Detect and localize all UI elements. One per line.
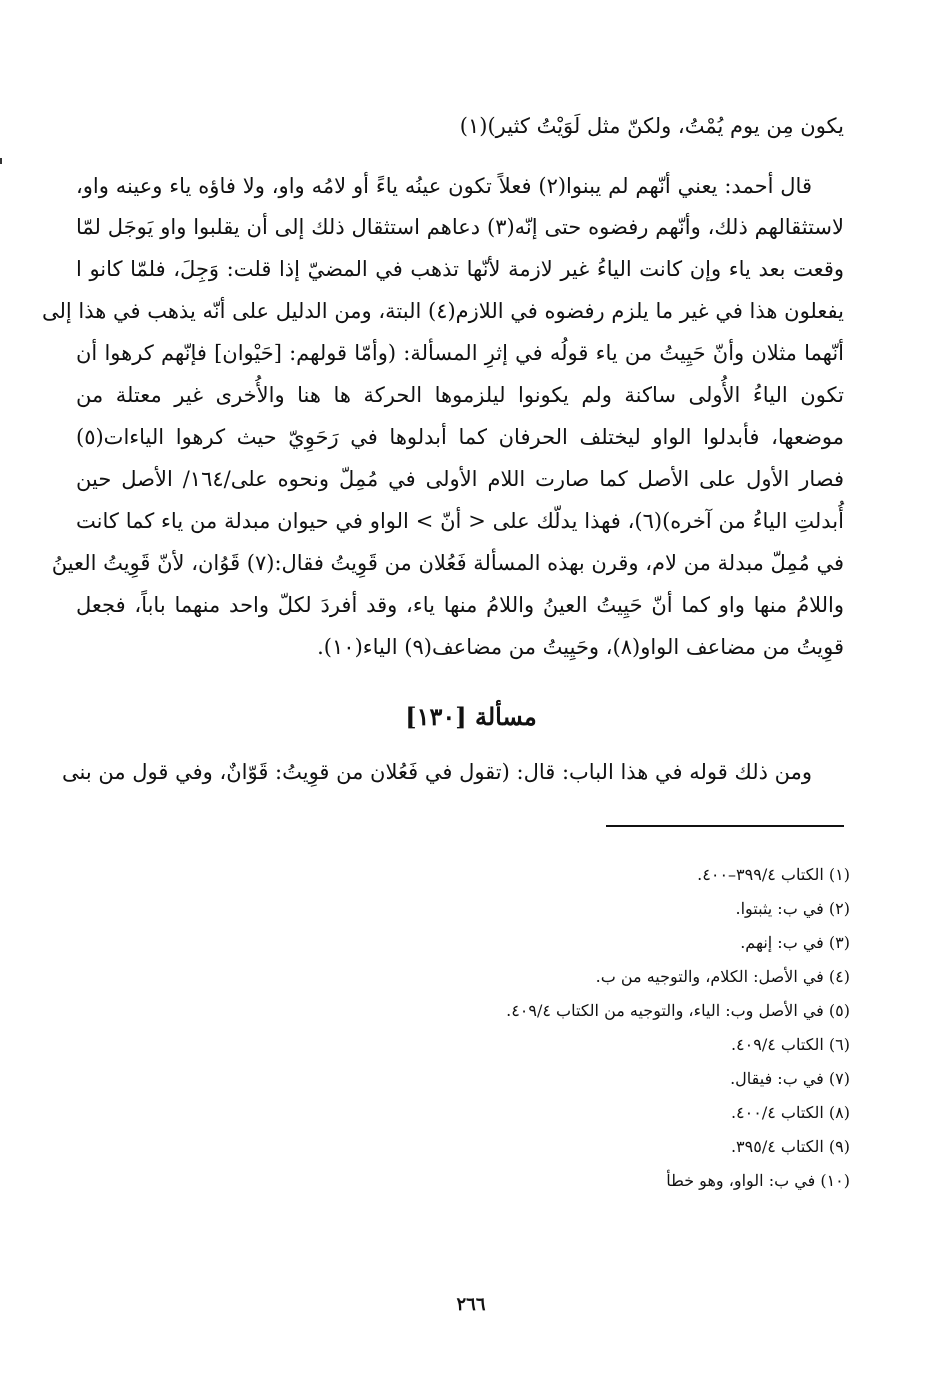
footnote: (٤) في الأصل: الكلام، والتوجيه من ب. — [595, 967, 850, 986]
body-line: ومن ذلك قوله في هذا الباب: قال: (تقول في فَعُلان من قوِيتُ: قَوّانٌ، وفي قول من بنى — [62, 760, 812, 784]
footnote: (٩) الكتاب ٣٩٥/٤. — [730, 1137, 850, 1156]
body-line: يكون مِن يوم يُمْتُ، ولكنّ مثل لَوَيْتُ كثير)(١) — [459, 114, 844, 138]
body-line: موضعها، فأبدلوا الواو ليختلف الحرفان كما أبدلوها في رَحَوِيّ حيث كرهوا الياءات(٥) — [76, 425, 844, 449]
footnote: (٣) في ب: إنهم. — [740, 933, 850, 952]
margin-mark — [0, 158, 2, 164]
body-line: لاستثقالهم ذلك، وأنّهم رفضوه حتى إنّه(٣) دعاهم استثقال ذلك إلى أن يقلبوا واو يَوجَل لمّا — [76, 215, 844, 239]
body-line: يفعلون هذا في غير ما يلزم رفضوه في اللازم(٤) البتة، ومن الدليل على أنّه يذهب في هذا إلى — [42, 299, 844, 323]
body-line: فصار الأول على الأصل كما صارت اللام الأولى في مُمِلّ ونحوه على/١٦٤/ الأصل حين — [76, 467, 845, 491]
footnote-separator — [606, 825, 844, 827]
body-line: وقعت بعد ياء وإن كانت الياءُ غير لازمة لأنّها تذهب في المضيّ إذا قلت: وَجِلَ، فلمّا كانو ا — [76, 257, 844, 281]
footnote: (٢) في ب: يثبتوا. — [735, 899, 850, 918]
footnote: (٦) الكتاب ٤٠٩/٤. — [730, 1035, 850, 1054]
body-line: قوِيتُ من مضاعف الواو(٨)، وحَيِيتُ من مضاعف(٩) الياء(١٠). — [317, 635, 844, 659]
body-line: أنّهما مثلان وأنّ حَيِيتُ من ياء قولُه في إثرِ المسألة: (وأمّا قولهم: [حَيْوان] فإنّهم كرهوا أن — [76, 341, 844, 365]
body-line: واللامُ منها واو كما أنّ حَيِيتُ العينُ واللامُ منها ياء، وقد أفردَ لكلّ واحد منهما باباً، فجعل — [76, 593, 844, 617]
footnote: (٧) في ب: فيقال. — [730, 1069, 850, 1088]
body-line: تكون الياءُ الأُولى ساكنة ولم يكونوا ليلزموها الحركة ها هنا والأُخرى غير معتلة من — [76, 383, 844, 407]
body-line: في مُمِلّ مبدلة من لام، وقرن بهذه المسألة فَعُلان من قَوِيتُ فقال:(٧) قَوُان، لأنّ قَوِيتُ العينُ — [51, 551, 844, 575]
footnote: (٨) الكتاب ٤٠٠/٤. — [730, 1103, 850, 1122]
footnote: (١٠) في ب: الواو، وهو خطأ — [666, 1171, 850, 1190]
body-line: قال أحمد: يعني أنّهم لم يبنوا(٢) فعلاً تكون عينُه ياءً أو لامُه واو، ولا فاؤه ياء وعينه واو، — [76, 174, 812, 198]
footnote: (١) الكتاب ٣٩٩/٤–٤٠٠. — [697, 865, 850, 884]
footnote: (٥) في الأصل وب: الياء، والتوجيه من الكتاب ٤٠٩/٤. — [506, 1001, 850, 1020]
section-heading: مسألة [١٣٠] — [405, 702, 537, 731]
body-line: أُبدلتِ الياءُ من آخره)(٦)، فهذا يدلّك على < أنّ > الواو في حيوان مبدلة من ياء كما كانت — [76, 509, 844, 533]
page-number: ٢٦٦ — [456, 1294, 486, 1315]
